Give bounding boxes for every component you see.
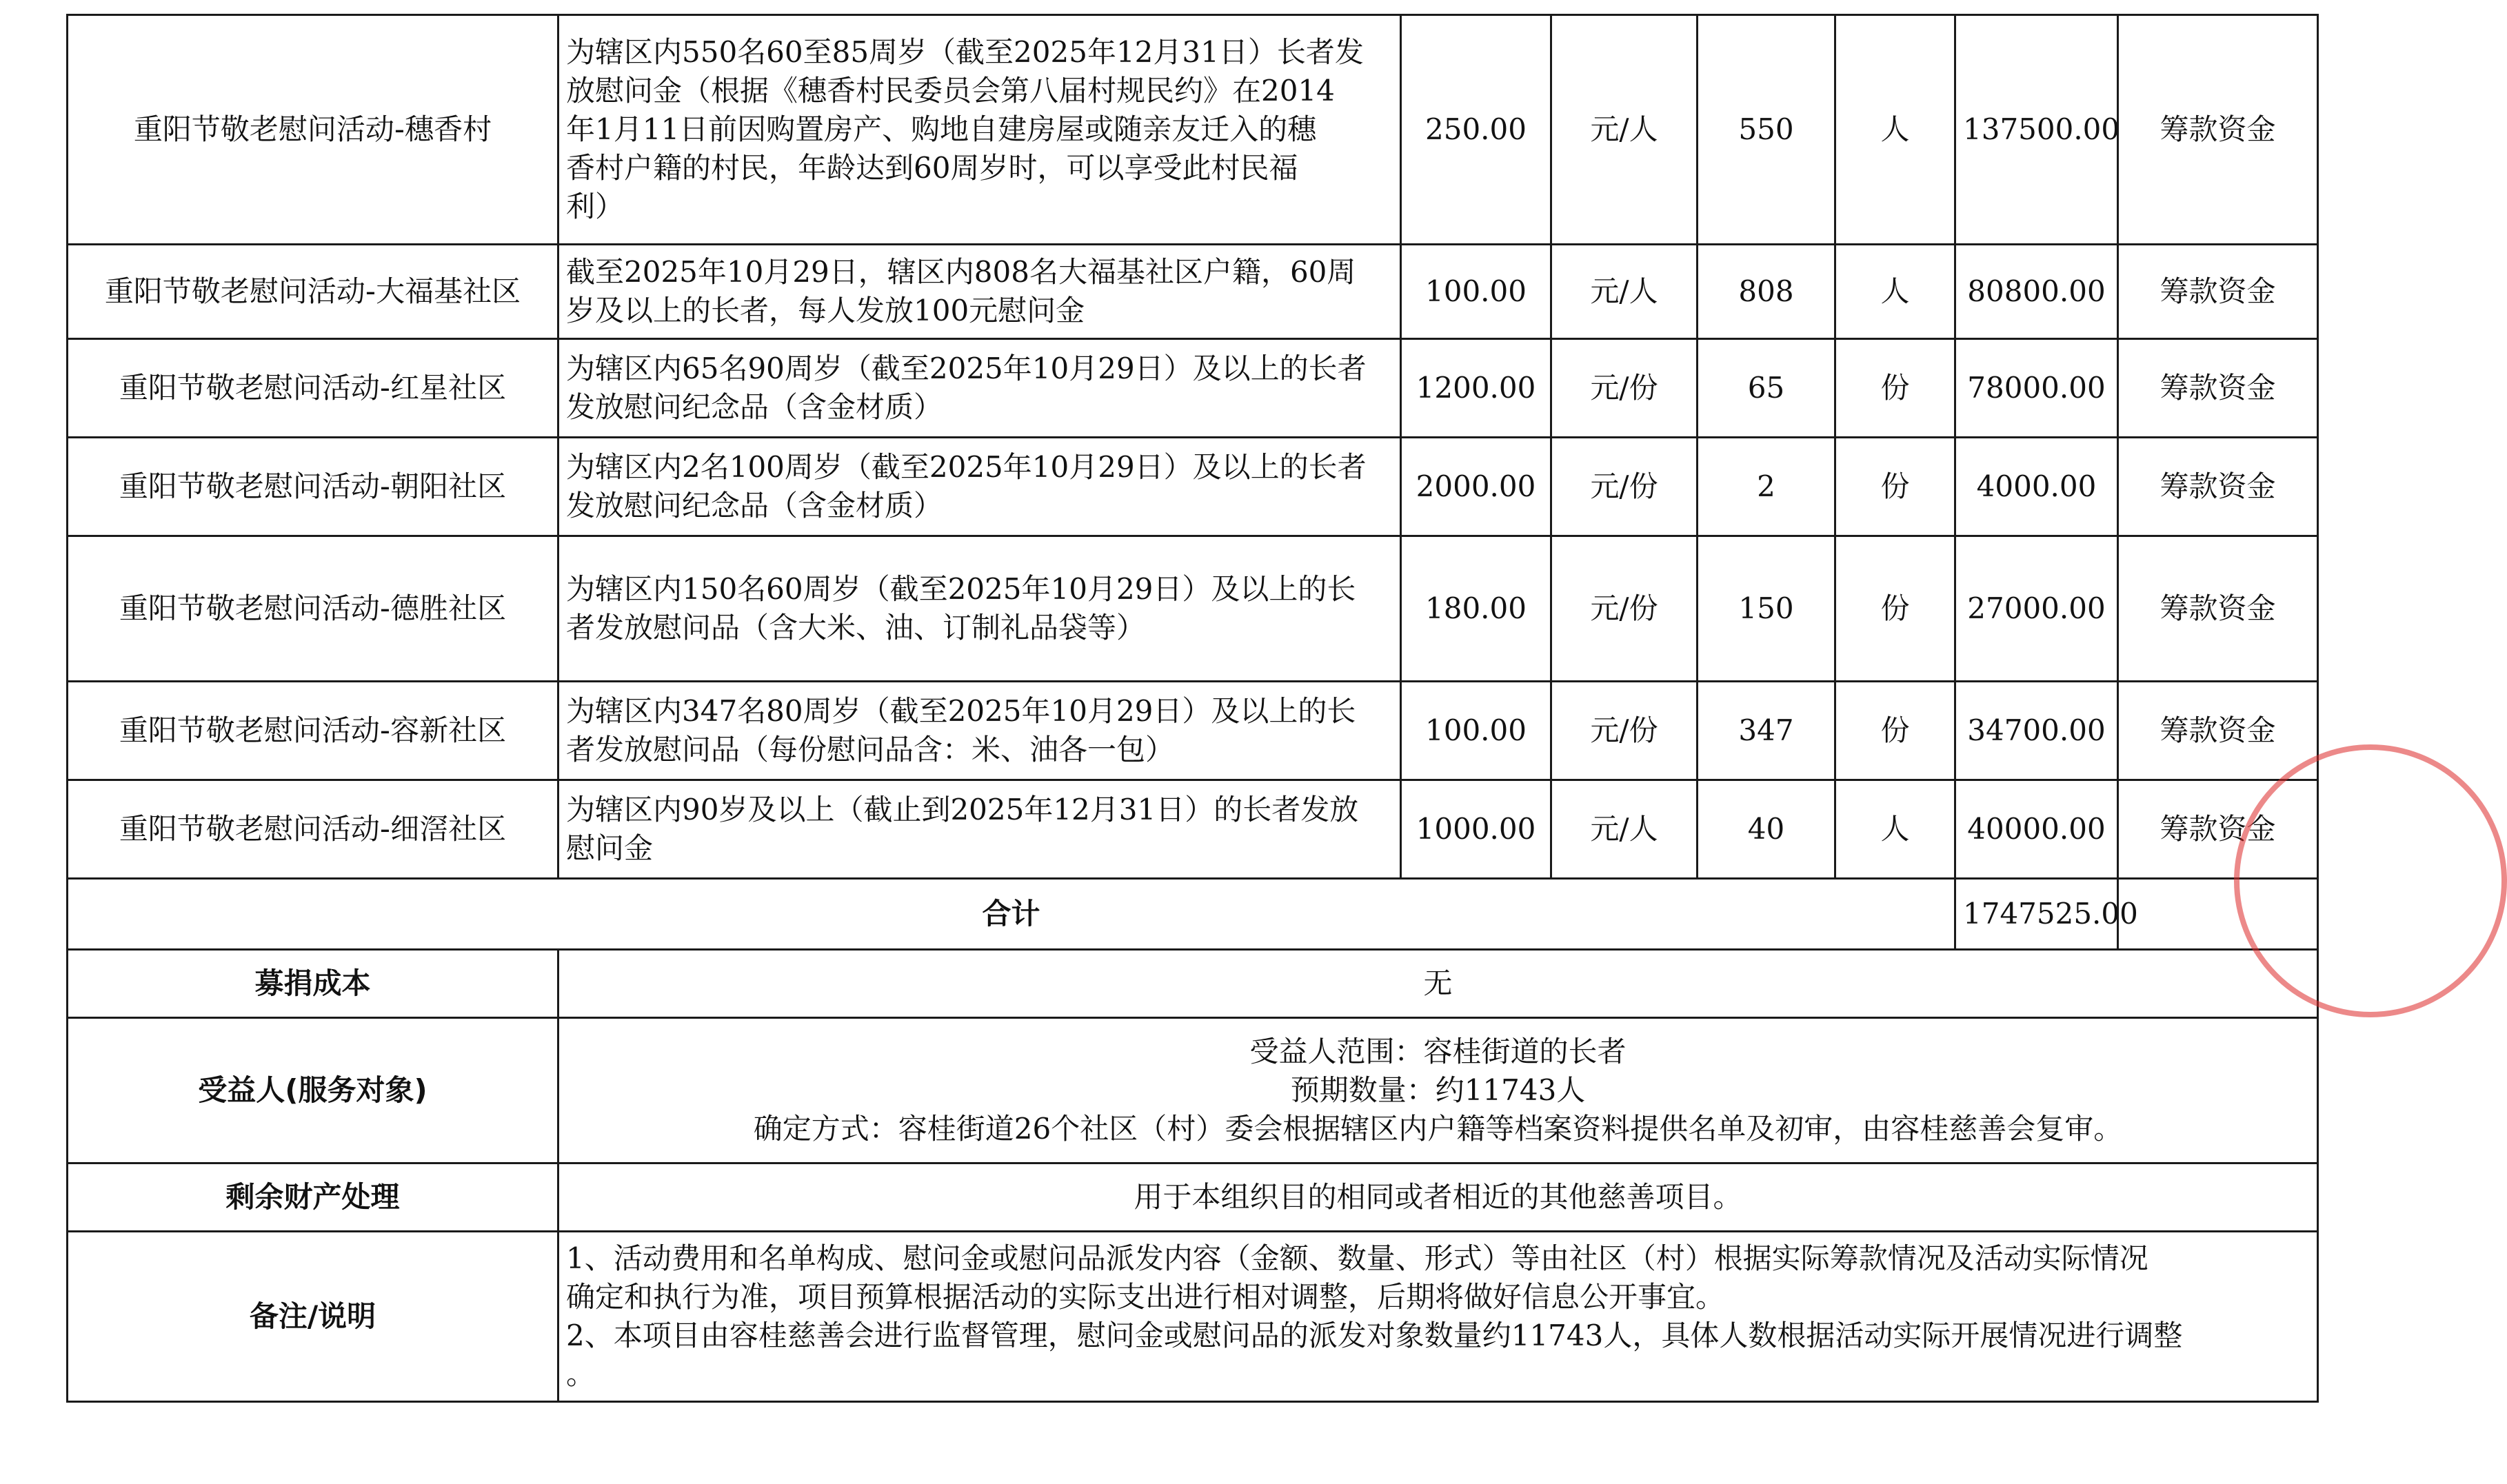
unit-price: 100.00 xyxy=(1401,245,1551,339)
table-row xyxy=(68,245,2318,339)
activity-description xyxy=(558,15,1401,245)
notes-line: 确定和执行为准，项目预算根据活动的实际支出进行相对调整，后期将做好信息公开事宜。 xyxy=(566,1280,1725,1314)
cost-row xyxy=(68,950,2318,1018)
description-line: 为辖区内65名90周岁（截至2025年10月29日）及以上的长者 xyxy=(566,352,1367,385)
cost-label: 募捐成本 xyxy=(68,950,558,1018)
description-line: 为辖区内90岁及以上（截止到2025年12月31日）的长者发放 xyxy=(566,793,1359,826)
beneficiary-details xyxy=(558,1018,2318,1163)
quantity: 808 xyxy=(1698,245,1835,339)
price-unit: 元/人 xyxy=(1551,15,1698,245)
activity-description xyxy=(558,339,1401,438)
description-line: 为辖区内2名100周岁（截至2025年10月29日）及以上的长者 xyxy=(566,450,1367,484)
quantity: 150 xyxy=(1698,536,1835,682)
subtotal: 40000.00 xyxy=(1955,780,2118,879)
subtotal: 137500.00 xyxy=(1955,15,2118,245)
sum-label: 合计 xyxy=(68,879,1955,950)
notes-line: 2、本项目由容桂慈善会进行监督管理，慰问金或慰问品的派发对象数量约11743人，具体人数根据活动实际开展情况进行调整 xyxy=(566,1319,2183,1352)
beneficiary-row xyxy=(68,1018,2318,1163)
sum-value: 1747525.00 xyxy=(1955,879,2118,950)
activity-description xyxy=(558,682,1401,780)
beneficiary-label: 受益人(服务对象) xyxy=(68,1018,558,1163)
budget-sheet xyxy=(66,14,2317,1403)
unit-price: 180.00 xyxy=(1401,536,1551,682)
activity-description xyxy=(558,438,1401,536)
quantity-unit: 份 xyxy=(1835,339,1955,438)
fund-source: 筹款资金 xyxy=(2118,780,2318,879)
notes-details xyxy=(558,1232,2318,1402)
notes-line: 1、活动费用和名单构成、慰问金或慰问品派发内容（金额、数量、形式）等由社区（村）根据实际筹款情况及活动实际情况 xyxy=(566,1241,2148,1275)
table-row xyxy=(68,339,2318,438)
price-unit: 元/份 xyxy=(1551,536,1698,682)
remaining-label: 剩余财产处理 xyxy=(68,1163,558,1232)
fund-source: 筹款资金 xyxy=(2118,15,2318,245)
unit-price: 1200.00 xyxy=(1401,339,1551,438)
price-unit: 元/人 xyxy=(1551,245,1698,339)
fund-source: 筹款资金 xyxy=(2118,682,2318,780)
notes-row xyxy=(68,1232,2318,1402)
sum-row xyxy=(68,879,2318,950)
unit-price: 2000.00 xyxy=(1401,438,1551,536)
quantity-unit: 人 xyxy=(1835,245,1955,339)
quantity-unit: 人 xyxy=(1835,780,1955,879)
beneficiary-line: 预期数量：约11743人 xyxy=(1290,1073,1586,1107)
description-line: 者发放慰问品（含大米、油、订制礼品袋等） xyxy=(566,611,1146,644)
table-row xyxy=(68,15,2318,245)
activity-name: 重阳节敬老慰问活动-穗香村 xyxy=(68,15,558,245)
description-line: 为辖区内150名60周岁（截至2025年10月29日）及以上的长 xyxy=(566,572,1356,606)
activity-name: 重阳节敬老慰问活动-德胜社区 xyxy=(68,536,558,682)
price-unit: 元/份 xyxy=(1551,682,1698,780)
price-unit: 元/人 xyxy=(1551,780,1698,879)
beneficiary-line: 受益人范围：容桂街道的长者 xyxy=(1249,1035,1627,1068)
fund-source: 筹款资金 xyxy=(2118,438,2318,536)
activity-name: 重阳节敬老慰问活动-细滘社区 xyxy=(68,780,558,879)
remaining-row xyxy=(68,1163,2318,1232)
unit-price: 250.00 xyxy=(1401,15,1551,245)
subtotal: 78000.00 xyxy=(1955,339,2118,438)
fund-source: 筹款资金 xyxy=(2118,245,2318,339)
activity-description xyxy=(558,245,1401,339)
unit-price: 1000.00 xyxy=(1401,780,1551,879)
activity-name: 重阳节敬老慰问活动-朝阳社区 xyxy=(68,438,558,536)
quantity-unit: 份 xyxy=(1835,438,1955,536)
quantity-unit: 份 xyxy=(1835,536,1955,682)
unit-price: 100.00 xyxy=(1401,682,1551,780)
activity-name: 重阳节敬老慰问活动-大福基社区 xyxy=(68,245,558,339)
sum-empty-cell xyxy=(2118,879,2318,950)
activity-name: 重阳节敬老慰问活动-容新社区 xyxy=(68,682,558,780)
subtotal: 4000.00 xyxy=(1955,438,2118,536)
table-row xyxy=(68,536,2318,682)
table-row xyxy=(68,438,2318,536)
budget-table xyxy=(66,14,2319,1403)
activity-description xyxy=(558,780,1401,879)
quantity: 40 xyxy=(1698,780,1835,879)
price-unit: 元/份 xyxy=(1551,438,1698,536)
description-line: 为辖区内550名60至85周岁（截至2025年12月31日）长者发 xyxy=(566,35,1364,69)
activity-description xyxy=(558,536,1401,682)
description-line: 为辖区内347名80周岁（截至2025年10月29日）及以上的长 xyxy=(566,694,1356,728)
description-line: 发放慰问纪念品（含金材质） xyxy=(566,390,943,424)
description-line: 慰问金 xyxy=(566,831,654,865)
quantity: 550 xyxy=(1698,15,1835,245)
remaining-value: 用于本组织目的相同或者相近的其他慈善项目。 xyxy=(558,1163,2318,1232)
description-line: 岁及以上的长者，每人发放100元慰问金 xyxy=(566,294,1085,327)
subtotal: 27000.00 xyxy=(1955,536,2118,682)
quantity: 2 xyxy=(1698,438,1835,536)
quantity-unit: 人 xyxy=(1835,15,1955,245)
notes-line: 。 xyxy=(566,1357,596,1391)
quantity: 347 xyxy=(1698,682,1835,780)
beneficiary-line: 确定方式：容桂街道26个社区（村）委会根据辖区内户籍等档案资料提供名单及初审，由容桂慈善会复审。 xyxy=(753,1112,2123,1146)
description-line: 者发放慰问品（每份慰问品含：米、油各一包） xyxy=(566,733,1175,766)
notes-label: 备注/说明 xyxy=(68,1232,558,1402)
description-line: 放慰问金（根据《穗香村民委员会第八届村规民约》在2014 xyxy=(566,74,1335,108)
cost-value: 无 xyxy=(558,950,2318,1018)
description-line: 发放慰问纪念品（含金材质） xyxy=(566,489,943,522)
fund-source: 筹款资金 xyxy=(2118,339,2318,438)
fund-source: 筹款资金 xyxy=(2118,536,2318,682)
description-line: 利） xyxy=(566,190,625,223)
description-line: 香村户籍的村民，年龄达到60周岁时，可以享受此村民福 xyxy=(566,151,1298,185)
description-line: 年1月11日前因购置房产、购地自建房屋或随亲友迁入的穗 xyxy=(566,112,1317,146)
quantity: 65 xyxy=(1698,339,1835,438)
subtotal: 34700.00 xyxy=(1955,682,2118,780)
table-row xyxy=(68,682,2318,780)
subtotal: 80800.00 xyxy=(1955,245,2118,339)
activity-name: 重阳节敬老慰问活动-红星社区 xyxy=(68,339,558,438)
price-unit: 元/份 xyxy=(1551,339,1698,438)
description-line: 截至2025年10月29日，辖区内808名大福基社区户籍，60周 xyxy=(566,255,1356,289)
quantity-unit: 份 xyxy=(1835,682,1955,780)
table-row xyxy=(68,780,2318,879)
